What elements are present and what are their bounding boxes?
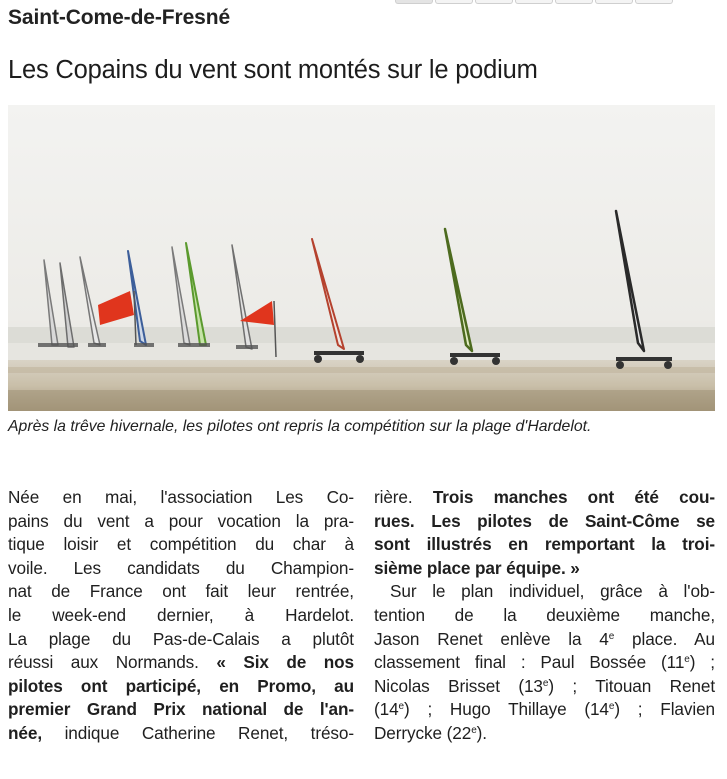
text-run: Derrycke (22	[374, 722, 472, 743]
toolbar-tab[interactable]	[515, 0, 553, 4]
quote-run: rues. Les pilotes de Saint-Côme se	[374, 510, 715, 531]
toolbar-tab[interactable]	[435, 0, 473, 4]
text-line: Née en mai, l'association Les Co-	[8, 487, 354, 507]
text-run: rière.	[374, 487, 433, 507]
toolbar-tab[interactable]	[595, 0, 633, 4]
toolbar-tab[interactable]	[635, 0, 673, 4]
superscript: e	[471, 724, 477, 736]
text-run: ) ; Titouan Renet	[548, 675, 715, 696]
text-line	[374, 510, 715, 534]
text-line	[374, 675, 715, 699]
text-line	[8, 722, 354, 746]
text-run: place. Au	[614, 628, 715, 649]
text-run: (14	[374, 699, 399, 720]
text-run: Jason Renet enlève la 4	[374, 628, 609, 649]
text-line	[374, 651, 715, 675]
text-line	[374, 557, 715, 581]
quote-run: premier Grand Prix national de l'an-	[8, 699, 354, 720]
text-run: ).	[476, 722, 487, 743]
superscript: e	[684, 654, 690, 666]
text-line	[8, 651, 354, 675]
superscript: e	[542, 677, 549, 689]
superscript: e	[608, 701, 615, 713]
quote-run: née,	[8, 722, 42, 743]
article-column-1	[8, 486, 354, 746]
quote-run: sième place par équipe. »	[374, 557, 580, 578]
text-line	[374, 628, 715, 652]
quote-run: Trois manches ont été cou-	[432, 487, 716, 507]
text-line: Sur le plan individuel, grâce à l'ob-	[390, 581, 715, 602]
toolbar-tabs	[395, 0, 675, 4]
text-run: indique Catherine Renet, tréso-	[42, 722, 354, 743]
text-line	[8, 698, 354, 722]
text-line: voile. Les candidats du Champion-	[8, 557, 354, 578]
text-line	[374, 533, 715, 557]
text-line	[8, 675, 354, 699]
quote-run: pilotes ont participé, en Promo, au	[8, 675, 354, 696]
text-line	[374, 722, 715, 746]
text-run: classement final : Paul Bossée (11	[374, 652, 685, 673]
superscript: e	[608, 630, 615, 642]
text-run: ) ; Hugo Thillaye (14	[404, 699, 609, 720]
text-line	[374, 698, 715, 722]
photo-caption: Après la trêve hivernale, les pilotes ont repris la compétition sur la plage d'Hardelot.	[8, 418, 592, 435]
text-run: Nicolas Brisset (13	[374, 675, 543, 696]
quote-run: sont illustrés en remportant la troi-	[374, 534, 715, 555]
text-run: ) ;	[689, 652, 715, 673]
toolbar-tab[interactable]	[475, 0, 513, 4]
sand-yacht-photo	[8, 105, 715, 411]
text-line: tique loisir et compétition du char à	[8, 534, 354, 555]
toolbar-tab[interactable]	[555, 0, 593, 4]
text-run: réussi aux Normands.	[8, 652, 217, 673]
quote-run: « Six de nos	[216, 652, 354, 673]
text-line: le week-end dernier, à Hardelot.	[8, 604, 354, 625]
article-headline: Les Copains du vent sont montés sur le podium	[8, 56, 538, 84]
text-line: pains du vent a pour vocation la pra-	[8, 510, 354, 531]
article-column-2	[374, 486, 715, 746]
text-line: tention de la deuxième manche,	[374, 604, 715, 625]
text-line	[374, 486, 715, 510]
text-run: ) ; Flavien	[614, 699, 715, 720]
section-title: Saint-Come-de-Fresné	[8, 6, 231, 29]
superscript: e	[398, 701, 405, 713]
text-line: La plage du Pas-de-Calais a plutôt	[8, 628, 354, 649]
text-line: nat de France ont fait leur rentrée,	[8, 581, 354, 602]
toolbar-tab[interactable]	[395, 0, 433, 4]
